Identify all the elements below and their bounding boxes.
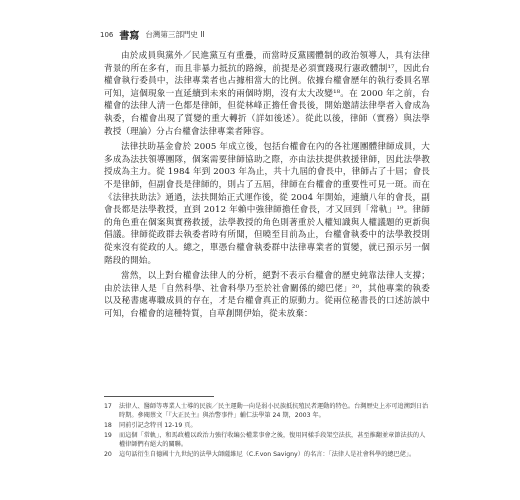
footnotes	[104, 402, 430, 461]
footnote-number: 17	[104, 403, 112, 410]
running-header	[100, 27, 205, 42]
footnote	[104, 402, 430, 420]
book-brand-logo: 書寫	[119, 31, 140, 42]
footnote-divider	[104, 396, 214, 397]
footnote	[104, 431, 430, 449]
footnote	[104, 450, 430, 459]
footnote	[104, 421, 430, 430]
footnote-text: 而這個「常軌」，和馬政權以政治力強行收編公權業事會之後，復用同樣手段架空法扶，甚至推翻並章節法扶的人權律師們有絕大的關聯。	[119, 432, 426, 449]
footnote-text: 這句話衍生自德國十九世紀的法學大師薩維尼（C.F.von Savigny）的名言：「法律人是社會科學的總巴佬」。	[119, 451, 416, 459]
paragraph: 法律扶助基金會於 2005 年成立後，包括台權會在內的各社運團體律師成員，大多成為法扶領導團隊，個案需要律師協助之際，亦由法扶提供救援律師，因此法學教授成為主力。從 1984 年到 2003 年為止，共十九屆的會長中，律師占了十屆；會長不是律師，但副會長是律師的，則占了五屆，律師在台權會的重要性可見一斑。而在《法律扶助法》通過，法扶開始正式運作後，從 2004 年開始，連續八年的會長，副會長都是法學教授，直到 2012 年賴中強律師擔任會長，才又回到「常軌」¹⁹。律師的角色重在個案與實務救援，法學教授的角色則著重於人權知識與人權議題的更新與倡議。律師從政群去執委者時有所聞，但曉至目前為止，台權會執委中的法學教授則從來沒有從政的人。總之，單憑台權會執委群中法律專業者的質變，就已預示另一個階段的開始。	[104, 142, 430, 266]
body-text	[104, 50, 430, 323]
paragraph: 當然，以上對台權會法律人的分析，絕對不表示台權會的歷史純靠法律人支撐；由於法律人是「自然科學、社會科學乃至於社會關係的總巴佬」²⁰，其他專業的執委以及秘書處專職成員的存在，才是台權會真正的原動力。從兩位秘書長的口述訪談中可知，台權會的這種特質，自草創開伊始，從未放棄：	[104, 271, 430, 319]
footnote-number: 20	[104, 451, 112, 459]
footnote-number: 19	[104, 432, 112, 440]
footnote-number: 18	[104, 422, 112, 430]
footnote-text: 法律人、醫師等專業人士導的民族／民主運動一向是弱小民族抵抗殖民者運動的特色。台灣歷史上亦可追溯到日治時期。參閱蔡文「『大正民主』與治警事件」輔仁法學第 24 期，2003 年。	[119, 403, 429, 420]
paragraph: 由於成員與黨外／民進黨互有重疊，而當時反黨國體制的政治領導人，具有法律背景的所在多有，而且非暴力抵抗的路線，前提是必須實踐現行憲政體制¹⁷，因此台權會執行委員中，法律專業者也占據相當大的比例。依據台權會歷年的執行委員名單可知，這個現象一直延續到未來的兩個時期，沒有太大改變¹⁸。在 2000 年之前，台權會的法律人清一色都是律師，但從林峰正擔任會長後，開始邀請法律學者入會成為執委，台權會出現了質變的重大轉折（詳如後述）。從此以後，律師（實務）與法學教授（理論）分占台權會法律專業者陣容。	[104, 51, 430, 137]
footnote-text: 同前引記念特刊 12-19 頁。	[119, 422, 197, 430]
page-number: 106	[100, 30, 114, 39]
running-title: 台灣第三部門史 II	[145, 30, 205, 39]
